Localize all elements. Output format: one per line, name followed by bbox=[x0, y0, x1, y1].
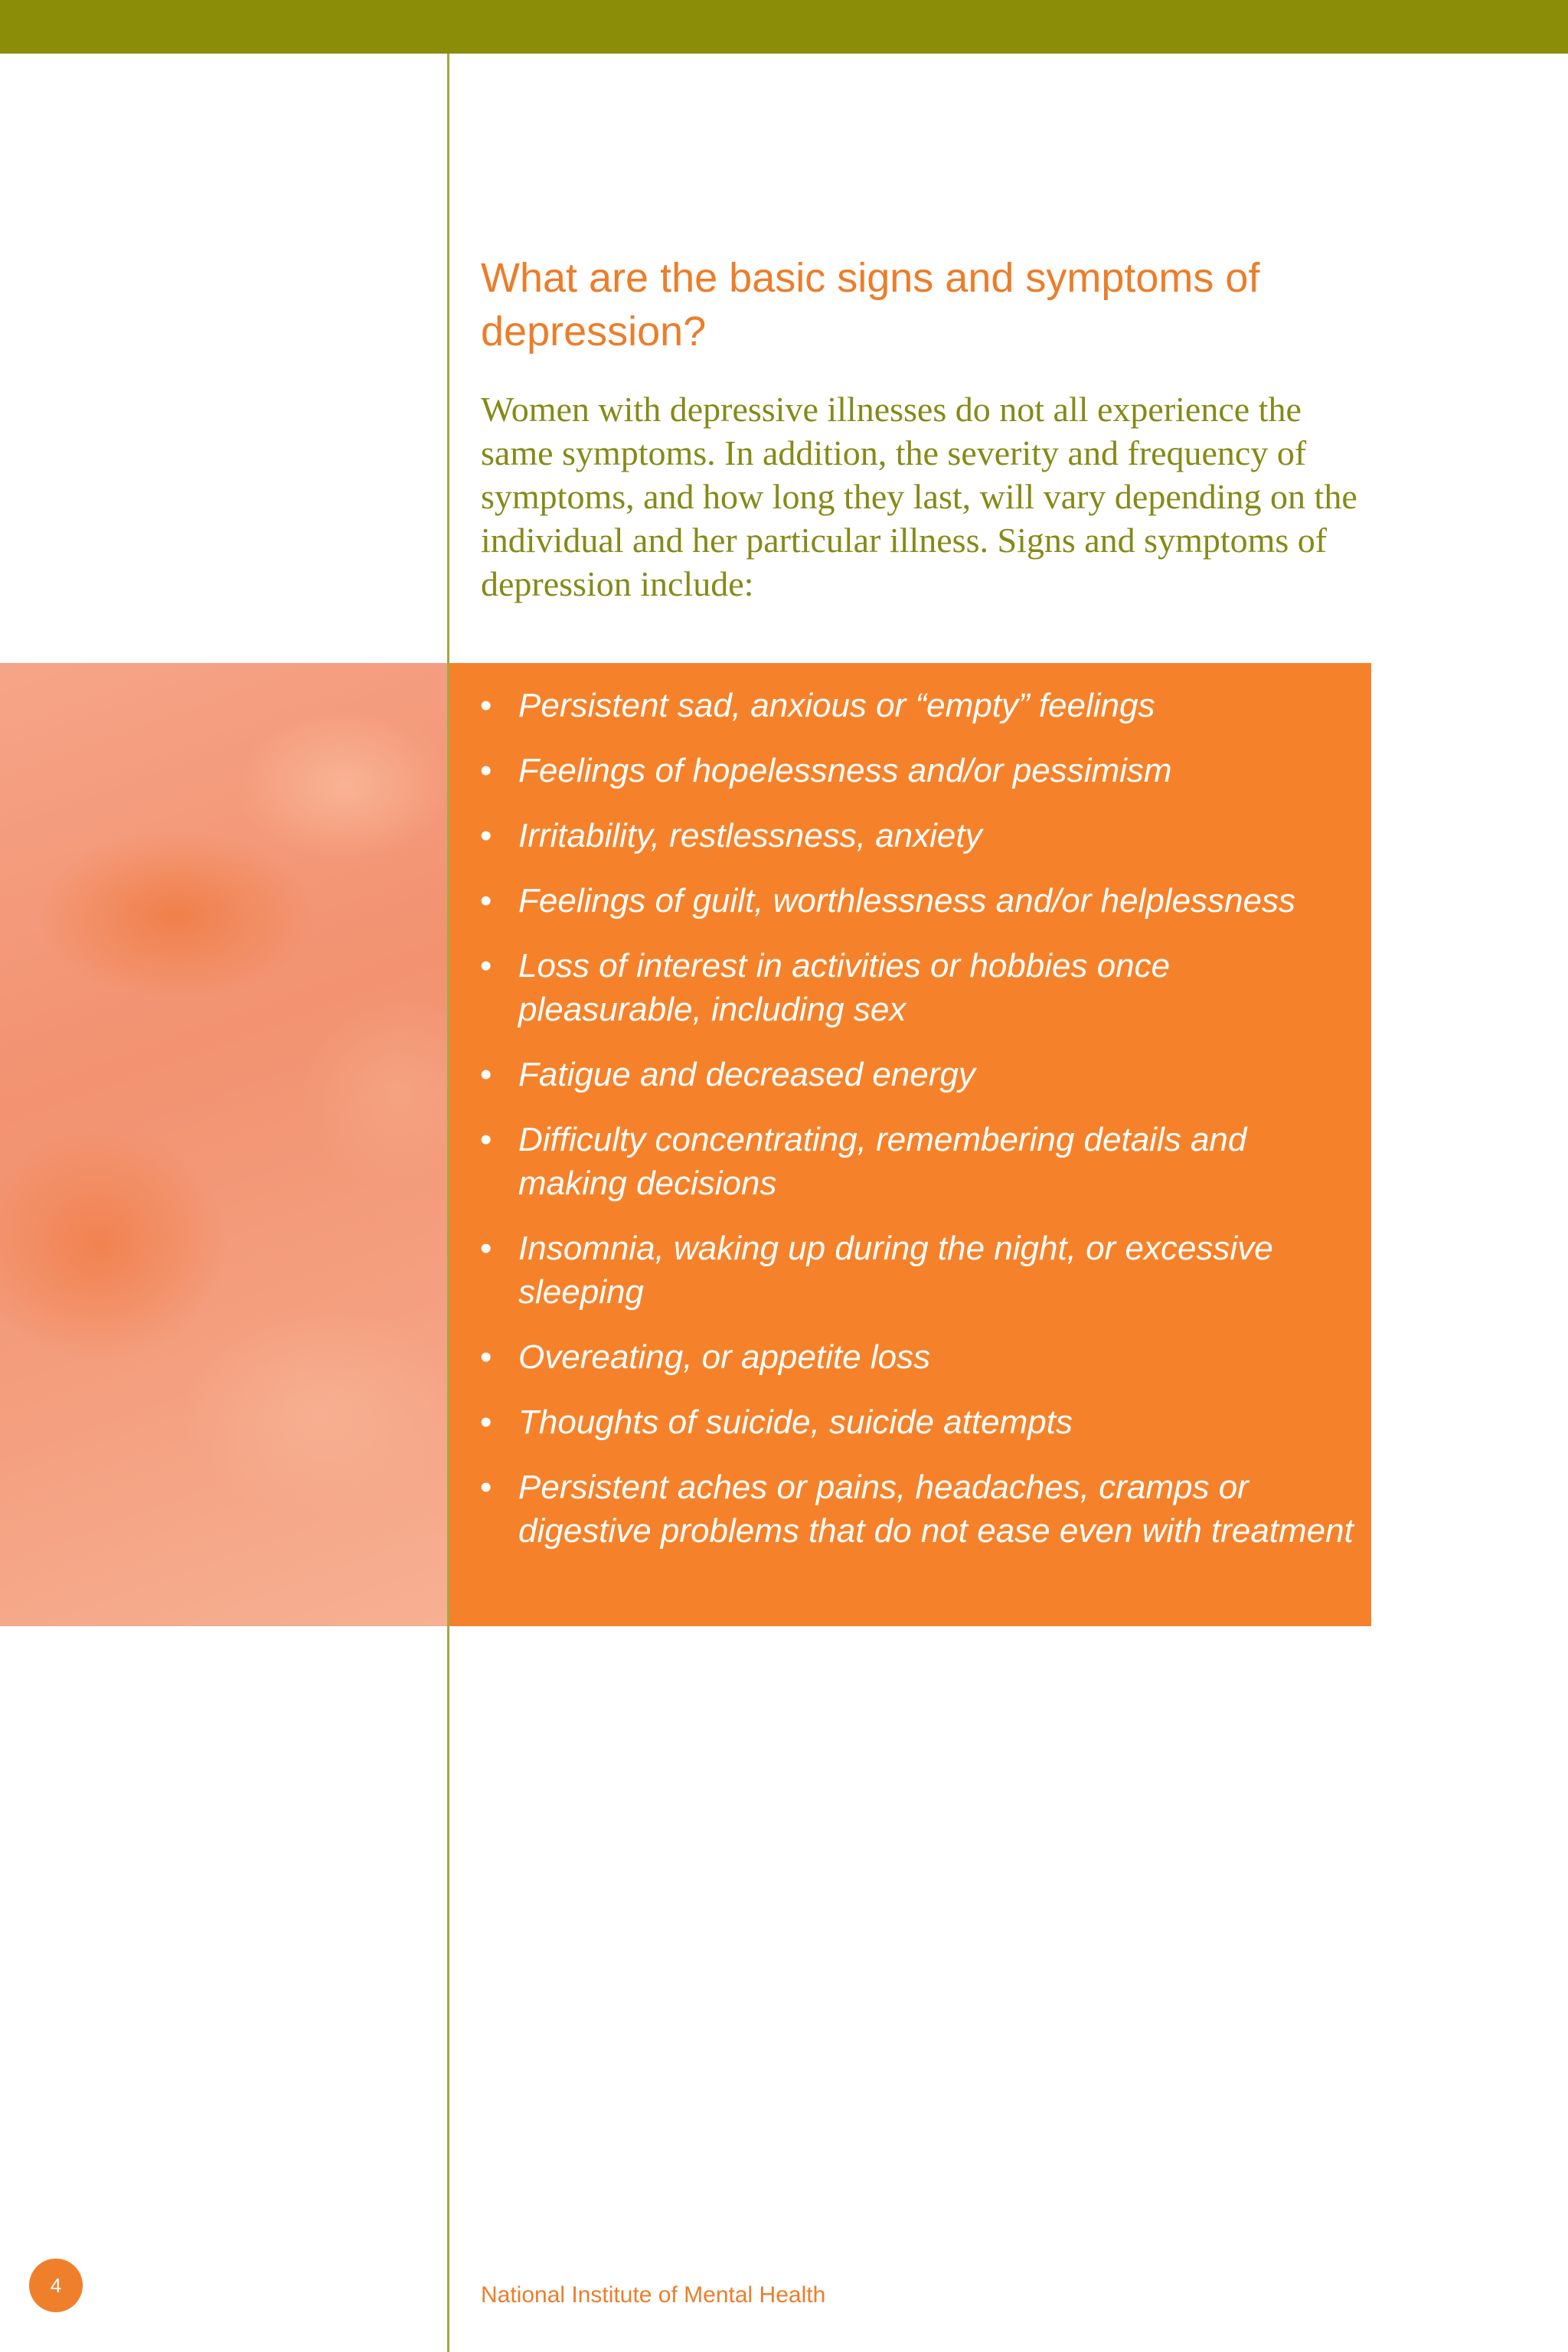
symptom-text: Fatigue and decreased energy bbox=[518, 1056, 975, 1093]
symptom-item bbox=[480, 1053, 1361, 1096]
bullet-icon: • bbox=[480, 752, 492, 789]
symptom-text: Feelings of guilt, worthlessness and/or helplessness bbox=[518, 882, 1295, 920]
symptom-text: Persistent aches or pains, headaches, cramps or digestive problems that do not ease even with treatment bbox=[518, 1468, 1354, 1550]
intro-paragraph: Women with depressive illnesses do not all experience the same symptoms. In addition, the severity and frequency of symptoms, and how long they last, will vary depending on the individual and her particular illness. Signs and symptoms of depression include: bbox=[481, 390, 1357, 603]
bullet-icon: • bbox=[480, 947, 492, 985]
symptom-item bbox=[480, 944, 1361, 1031]
bullet-icon: • bbox=[480, 1230, 492, 1267]
bullet-icon: • bbox=[480, 1468, 492, 1506]
symptom-item bbox=[480, 684, 1361, 727]
symptom-text: Overeating, or appetite loss bbox=[518, 1338, 931, 1376]
decorative-flower-photo bbox=[0, 663, 447, 1626]
symptom-text: Feelings of hopelessness and/or pessimism bbox=[518, 752, 1172, 789]
symptom-text: Insomnia, waking up during the night, or excessive sleeping bbox=[518, 1230, 1273, 1311]
symptom-text: Persistent sad, anxious or “empty” feelings bbox=[518, 687, 1155, 724]
symptom-item bbox=[480, 1400, 1361, 1444]
page-number-badge: 4 bbox=[29, 2259, 83, 2312]
symptom-text: Difficulty concentrating, remembering details and making decisions bbox=[518, 1121, 1247, 1202]
footer-publisher: National Institute of Mental Health bbox=[481, 2282, 826, 2308]
bullet-icon: • bbox=[480, 1338, 492, 1376]
symptom-item bbox=[480, 879, 1361, 923]
symptom-item bbox=[480, 814, 1361, 858]
symptoms-panel bbox=[449, 663, 1371, 1626]
bullet-icon: • bbox=[480, 1056, 492, 1093]
bullet-icon: • bbox=[480, 817, 492, 854]
symptom-item bbox=[480, 749, 1361, 792]
section-heading: What are the basic signs and symptoms of depression? bbox=[481, 255, 1260, 354]
symptom-item bbox=[480, 1227, 1361, 1314]
symptoms-list bbox=[480, 684, 1361, 1574]
symptom-item bbox=[480, 1335, 1361, 1379]
symptom-text: Irritability, restlessness, anxiety bbox=[518, 817, 982, 854]
symptom-text: Loss of interest in activities or hobbies once pleasurable, including sex bbox=[518, 947, 1171, 1028]
bullet-icon: • bbox=[480, 687, 492, 724]
symptom-item bbox=[480, 1465, 1361, 1553]
bullet-icon: • bbox=[480, 1121, 492, 1158]
symptom-text: Thoughts of suicide, suicide attempts bbox=[518, 1403, 1073, 1441]
symptom-item bbox=[480, 1118, 1361, 1205]
bullet-icon: • bbox=[480, 882, 492, 920]
bullet-icon: • bbox=[480, 1403, 492, 1441]
top-color-bar bbox=[0, 0, 1568, 54]
